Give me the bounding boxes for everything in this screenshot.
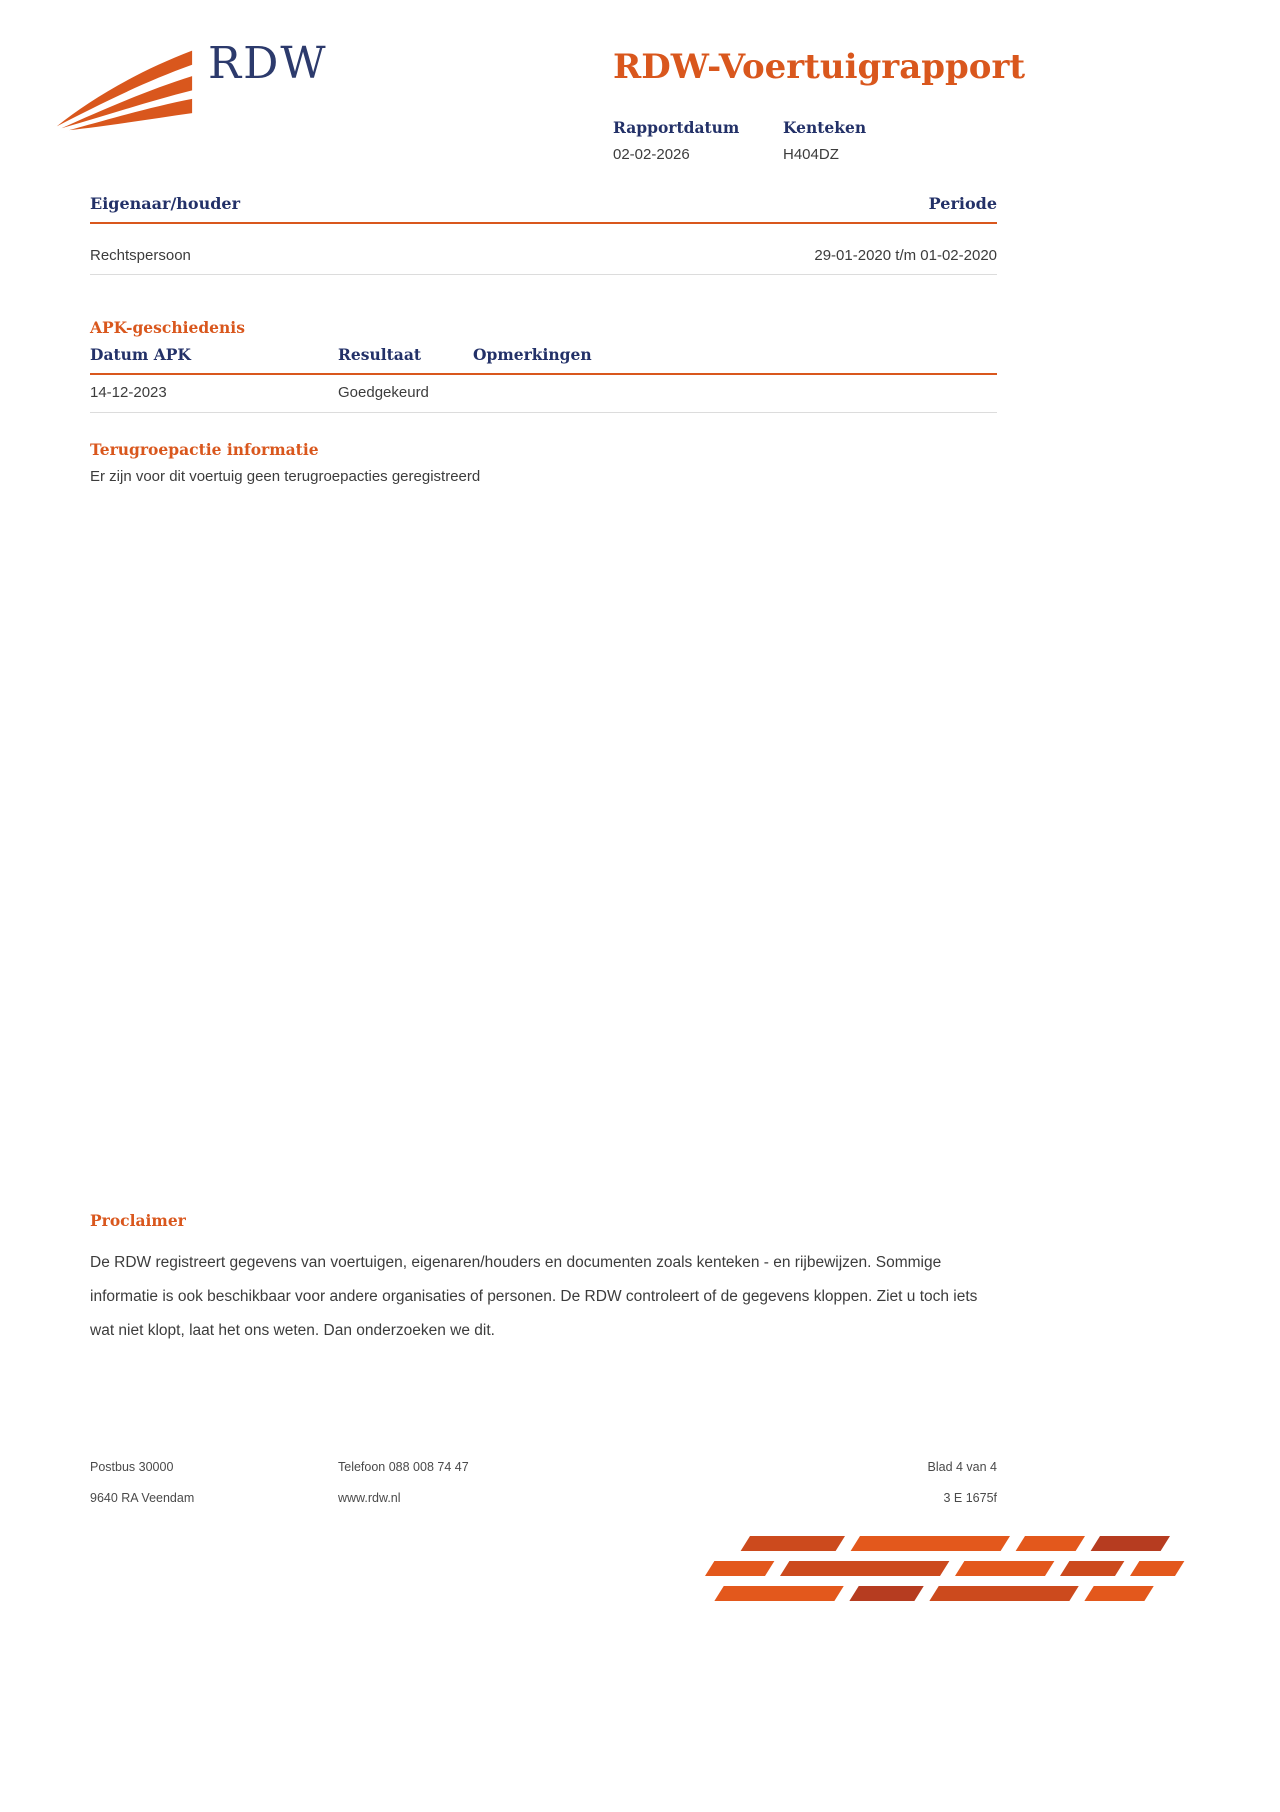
footer-pagination xyxy=(928,1460,998,1522)
footer-contact xyxy=(338,1460,469,1522)
report-meta xyxy=(613,118,866,163)
report-title: RDW-Voertuigrapport xyxy=(613,47,1026,87)
footer-address xyxy=(90,1460,194,1522)
period-value: 29-01-2020 t/m 01-02-2020 xyxy=(814,247,997,264)
apk-table-row xyxy=(90,375,997,413)
rdw-logo xyxy=(52,40,328,136)
recall-section-text: Er zijn voor dit voertuig geen terugroepacties geregistreerd xyxy=(90,468,481,485)
owner-row xyxy=(90,247,997,275)
proclaimer-text: De RDW registreert gegevens van voertuigen, eigenaren/houders en documenten zoals kenteken - en rijbewijzen. Sommige informatie is ook beschikbaar voor andere organisaties of personen. De RDW controleert of de gegevens kloppen. Ziet u toch iets wat niet klopt, laat het ons weten. Dan onderzoeken we dit. xyxy=(90,1254,978,1339)
apk-table-header xyxy=(90,345,997,375)
apk-section-title: APK-geschiedenis xyxy=(90,318,245,337)
apk-col-opmerkingen: Opmerkingen xyxy=(473,345,592,364)
rdw-stripes-graphic xyxy=(655,1534,1195,1614)
period-label: Periode xyxy=(928,194,997,213)
footer-address-line2: 9640 RA Veendam xyxy=(90,1491,195,1505)
recall-section-title: Terugroepactie informatie xyxy=(90,440,319,459)
report-date-label: Rapportdatum xyxy=(613,118,740,137)
apk-row-datum: 14-12-2023 xyxy=(90,384,167,401)
rdw-logo-text: RDW xyxy=(208,38,328,89)
apk-row-opmerkingen xyxy=(473,384,997,401)
owner-section-header xyxy=(90,194,997,224)
rdw-swoosh-icon xyxy=(52,40,194,136)
footer-address-line1: Postbus 30000 xyxy=(90,1460,174,1474)
footer-page-info: Blad 4 van 4 xyxy=(927,1460,997,1474)
license-plate-value: H404DZ xyxy=(783,146,839,163)
apk-history-table xyxy=(90,345,997,413)
owner-section-title: Eigenaar/houder xyxy=(90,194,241,213)
footer-doc-code: 3 E 1675f xyxy=(943,1491,997,1505)
apk-row-resultaat: Goedgekeurd xyxy=(338,384,429,401)
apk-col-datum: Datum APK xyxy=(90,345,191,364)
license-plate-label: Kenteken xyxy=(783,118,867,137)
proclaimer-title: Proclaimer xyxy=(90,1211,186,1230)
apk-col-resultaat: Resultaat xyxy=(338,345,422,364)
footer-phone: Telefoon 088 008 74 47 xyxy=(338,1460,469,1474)
footer-website: www.rdw.nl xyxy=(338,1491,401,1505)
report-date-value: 02-02-2026 xyxy=(613,146,690,163)
owner-value: Rechtspersoon xyxy=(90,247,191,264)
